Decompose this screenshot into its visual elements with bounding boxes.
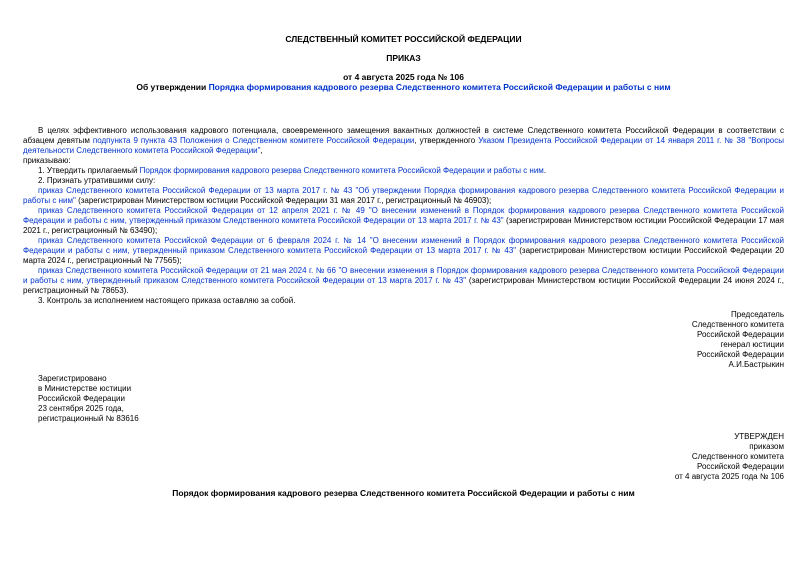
signature-line: Российской Федерации [697,350,784,359]
paragraph [23,236,784,266]
document-link[interactable]: приказ Следственного комитета Российской Федерации от 21 мая 2024 г. № 66 "О внесении изменения в Порядок формирования кадрового резерва Следственного комитета Российской Федерации и работы с ним, утвержденный приказом Следственного комитета Российской Федерации от 13 марта 2017 г. № 43" [23,266,784,285]
document-type: ПРИКАЗ [386,53,421,63]
signature-line: Российской Федерации [697,330,784,339]
document-link[interactable]: приказ Следственного комитета Российской Федерации от 6 февраля 2024 г. № 14 "О внесении изменений в Порядок формирования кадрового резерва Следственного комитета Российской Федерации и работы с ним, утвержденный приказом Следственного комитета Российской Федерации от 13 марта 2017 г. № 43" [23,236,784,255]
paragraph [23,266,784,296]
signature-block [23,310,784,370]
paragraph-text: , утвержденного [414,136,479,145]
signature-line: А.И.Бастрыкин [728,360,784,369]
approved-line: УТВЕРЖДЕН [734,432,784,441]
approved-line: приказом [749,442,784,451]
signature-line: Следственного комитета [691,320,784,329]
paragraph-text: 2. Признать утратившими силу: [38,176,156,185]
document-link[interactable]: Порядок формирования кадрового резерва Следственного комитета Российской Федерации и работы с ним [139,166,544,175]
document-body [23,126,784,306]
paragraph-text: 1. Утвердить прилагаемый [38,166,140,175]
approved-line: Российской Федерации [697,462,784,471]
paragraph-text: приказываю: [23,156,71,165]
registration-line: Российской Федерации [38,394,125,403]
organization-name: СЛЕДСТВЕННЫЙ КОМИТЕТ РОССИЙСКОЙ ФЕДЕРАЦИИ [285,34,522,44]
approved-block [23,432,784,482]
paragraph-text: (зарегистрирован Министерством юстиции Российской Федерации 31 мая 2017 г., регистрационный № 46903); [75,196,492,205]
document-date-number: от 4 августа 2025 года № 106 [343,72,464,82]
document-link[interactable]: приказ Следственного комитета Российской Федерации от 12 апреля 2021 г. № 49 "О внесении изменений в Порядок формирования кадрового резерва Следственного комитета Российской Федерации и работы с ним, утвержденный приказом Следственного комитета Российской Федерации от 13 марта 2017 г. № 43" [23,206,784,225]
signature-line: Председатель [731,310,784,319]
paragraph-text: (зарегистрирован Министерством юстиции Российской Федерации 17 мая 2021 г., регистрационный № 63490); [23,216,784,235]
document-header [23,34,784,92]
paragraph-text: В целях эффективного использования кадрового потенциала, своевременного замещения вакантных должностей в системе Следственного комитета Российской Федерации в соответствии с абзацем девятым [23,126,784,145]
document-title-prefix: Об утверждении [136,82,209,92]
registration-block [23,374,784,424]
document-title [23,82,784,92]
registration-line: Зарегистрировано [38,374,107,383]
signature-line: генерал юстиции [720,340,784,349]
document-link[interactable]: приказ Следственного комитета Российской Федерации от 13 марта 2017 г. № 43 "Об утверждении Порядка формирования кадрового резерва Следственного комитета Российской Федерации и работы с ним" [23,186,784,205]
paragraph-text: (зарегистрирован Министерством юстиции Российской Федерации 24 июня 2024 г., регистрационный № 78653). [23,276,784,295]
approved-line: Следственного комитета [691,452,784,461]
paragraph [23,126,784,156]
registration-line: регистрационный № 83616 [38,414,139,423]
paragraph [23,156,784,166]
document-title-link[interactable]: Порядка формирования кадрового резерва Следственного комитета Российской Федерации и работы с ним [208,82,671,92]
paragraph-text: , [260,146,263,155]
document-link[interactable]: подпункта 9 пункта 43 Положения о Следственном комитете Российской Федерации [92,136,415,145]
paragraph [23,176,784,186]
paragraph [23,206,784,236]
approved-line: от 4 августа 2025 года № 106 [674,472,784,481]
paragraph [23,186,784,206]
registration-line: 23 сентября 2025 года, [38,404,124,413]
registration-line: в Министерстве юстиции [38,384,132,393]
paragraph-text: 3. Контроль за исполнением настоящего приказа оставляю за собой. [38,296,296,305]
paragraph [23,296,784,306]
paragraph [23,166,784,176]
paragraph-text: . [543,166,547,175]
annex-title: Порядок формирования кадрового резерва Следственного комитета Российской Федерации и работы с ним [172,488,635,498]
paragraph-text: (зарегистрирован Министерством юстиции Российской Федерации 20 марта 2024 г., регистрационный № 77565); [23,246,785,265]
document-link[interactable]: Указом Президента Российской Федерации от 14 января 2011 г. № 38 "Вопросы деятельности Следственного комитета Российской Федерации" [23,136,785,155]
